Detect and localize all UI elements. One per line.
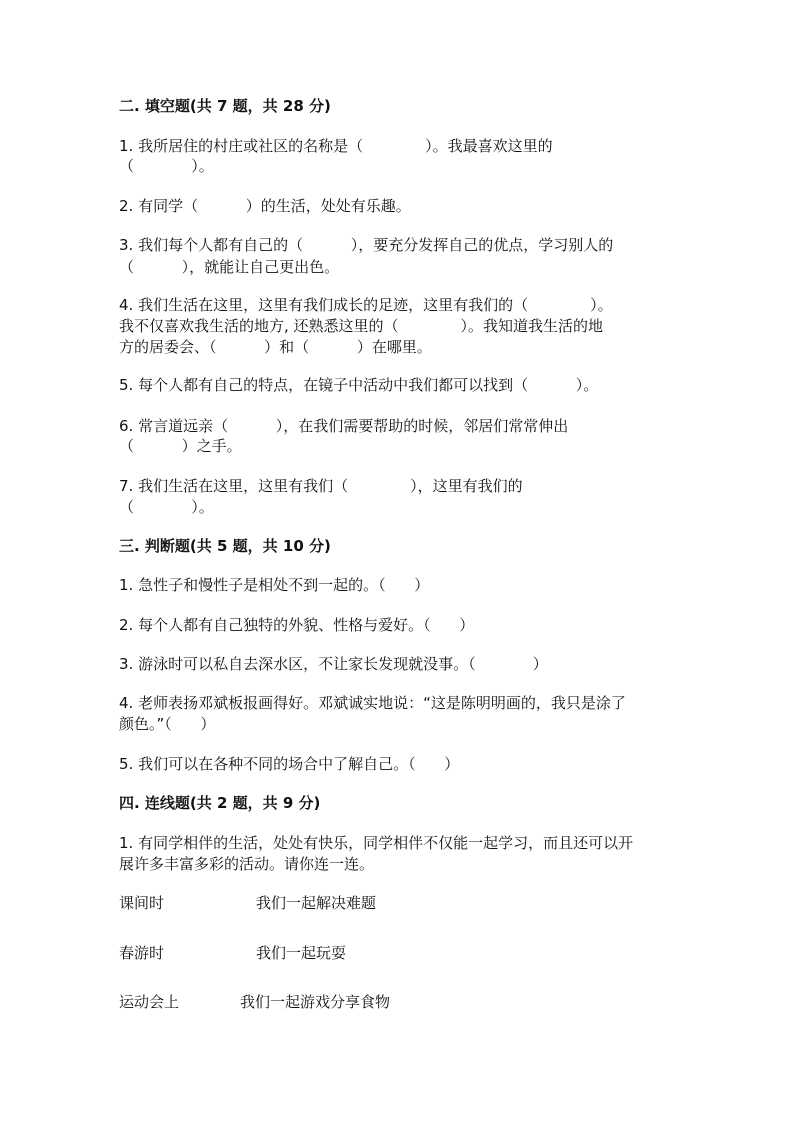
section-heading-true-false: 三. 判断题(共 5 题，共 10 分) (119, 537, 331, 555)
question-line: 5. 每个人都有自己的特点，在镜子中活动中我们都可以找到（ ）。 (119, 376, 599, 394)
question-line: 方的居委会、（ ）和（ ）在哪里。 (119, 338, 432, 356)
question-line: 颜色。”（ ） (119, 715, 216, 733)
question-line: （ ），就能让自己更出色。 (119, 258, 340, 276)
match-left-item: 课间时 (119, 894, 165, 912)
match-left-item: 春游时 (119, 944, 165, 962)
question-line: 7. 我们生活在这里，这里有我们（ ），这里有我们的 (119, 477, 523, 495)
question-line: （ ）。 (119, 157, 214, 175)
question-line: 3. 游泳时可以私自去深水区，不让家长发现就没事。（ ） (119, 655, 548, 673)
section-heading-matching: 四. 连线题(共 2 题，共 9 分) (119, 794, 321, 812)
match-left-item: 运动会上 (119, 993, 180, 1011)
question-line: 2. 每个人都有自己独特的外貌、性格与爱好。（ ） (119, 616, 475, 634)
question-line: （ ）之手。 (119, 437, 242, 455)
question-line: （ ）。 (119, 498, 214, 516)
match-right-item: 我们一起游戏分享食物 (240, 993, 391, 1011)
question-line: 6. 常言道远亲（ ），在我们需要帮助的时候，邻居们常常伸出 (119, 417, 569, 435)
question-line: 2. 有同学（ ）的生活，处处有乐趣。 (119, 197, 411, 215)
question-line: 展许多丰富多彩的活动。请你连一连。 (119, 855, 375, 873)
question-line: 4. 老师表扬邓斌板报画得好。邓斌诚实地说：“这是陈明明画的，我只是涂了 (119, 694, 626, 712)
question-line: 5. 我们可以在各种不同的场合中了解自己。（ ） (119, 755, 460, 773)
question-line: 我不仅喜欢我生活的地方, 还熟悉这里的（ ）。我知道我生活的地 (119, 317, 604, 335)
match-right-item: 我们一起解决难题 (256, 894, 377, 912)
question-line: 1. 急性子和慢性子是相处不到一起的。（ ） (119, 576, 430, 594)
question-line: 1. 有同学相伴的生活，处处有快乐，同学相伴不仅能一起学习，而且还可以开 (119, 834, 634, 852)
match-right-item: 我们一起玩耍 (256, 944, 347, 962)
question-line: 4. 我们生活在这里，这里有我们成长的足迹，这里有我们的（ ）。 (119, 296, 613, 314)
question-line: 3. 我们每个人都有自己的（ ），要充分发挥自己的优点，学习别人的 (119, 236, 614, 254)
question-line: 1. 我所居住的村庄或社区的名称是（ ）。我最喜欢这里的 (119, 137, 553, 155)
section-heading-fill-in: 二. 填空题(共 7 题，共 28 分) (119, 97, 331, 115)
